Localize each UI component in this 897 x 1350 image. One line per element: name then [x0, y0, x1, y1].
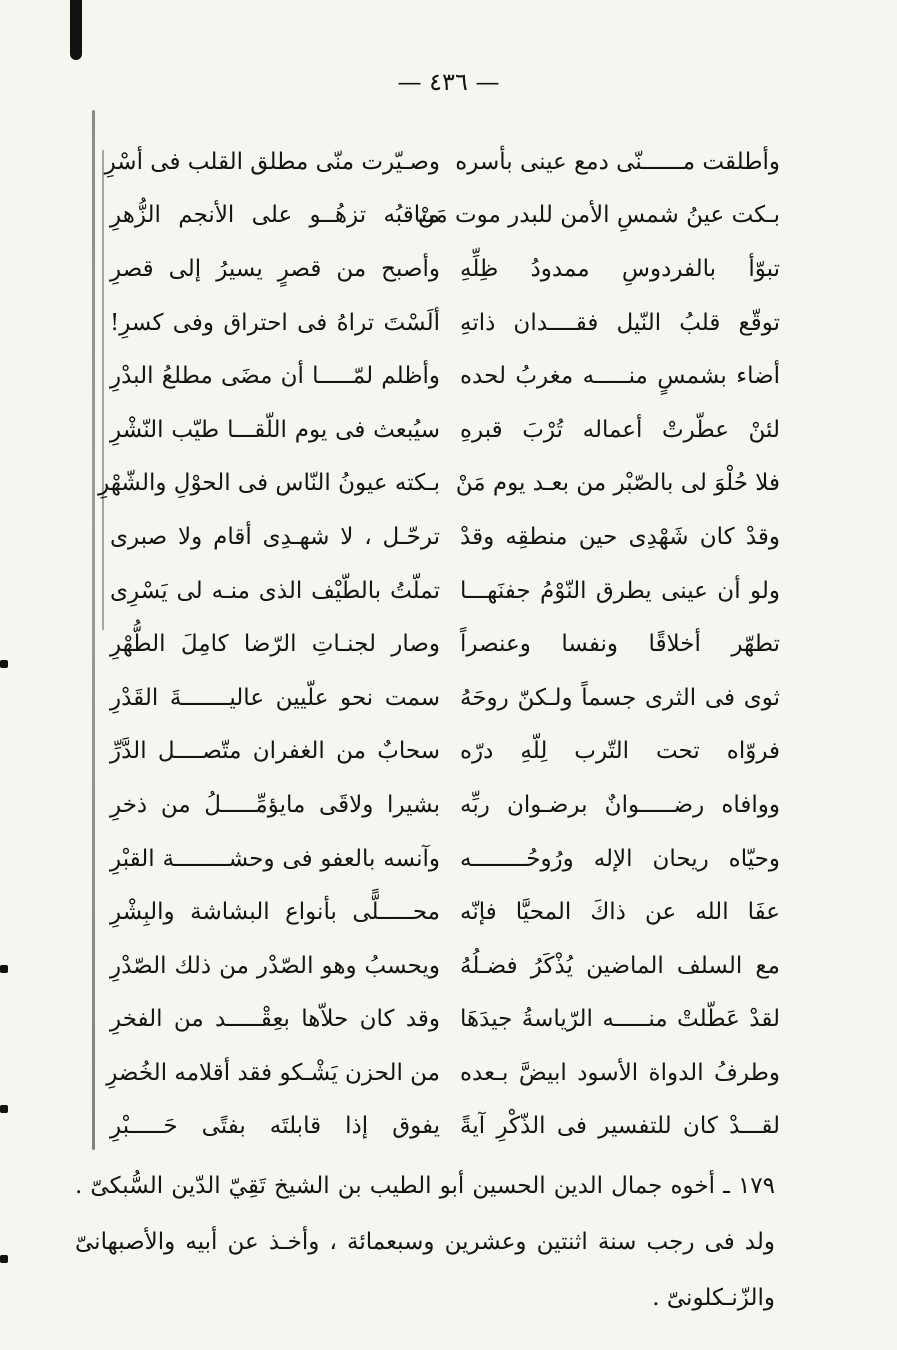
- verse-line: [110, 617, 780, 671]
- verse-line: [110, 671, 780, 725]
- hemistich-first: تطهّر أخلاقًا ونفسا وعنصراً: [460, 631, 780, 658]
- ink-mark: [70, 0, 82, 60]
- hemistich-second: تملّتُ بالطّيْف الذى منـه لى يَسْرِى: [110, 577, 440, 604]
- hemistich-first: تبوّأ بالفردوسِ ممدودُ ظِلِّهِ: [460, 255, 780, 282]
- hemistich-second: من الحزن يَشْـكو فقد أقلامه الخُضرِ: [106, 1059, 440, 1086]
- hemistich-first: فلا حُلْوَ لى بالصّبْر من بعـد يوم مَنْ: [455, 470, 780, 497]
- hemistich-second: وأصبح من قصرٍ يسيرُ إلى قصرِ: [110, 255, 440, 282]
- page-number: — ٤٣٦ —: [397, 68, 500, 96]
- hemistich-second: محـــــلًّى بأنواع البشاشة والبِشْرِ: [110, 899, 440, 926]
- hemistich-second: سيُبعث فى يوم اللّقـــا طيّب النّشْرِ: [110, 416, 440, 443]
- verse-line: [110, 725, 780, 779]
- verse-line: [110, 778, 780, 832]
- hemistich-second: وقد كان حلاّها بعِقْـــــد من الفخرِ: [110, 1006, 440, 1033]
- hemistich-first: لئنْ عطّرتْ أعماله تُرْبَ قبرهِ: [460, 416, 780, 443]
- verse-line: [106, 1046, 780, 1100]
- hemistich-first: أضاء بشمسٍ منـــــه مغربُ لحده: [460, 363, 780, 390]
- biography-entry: ١٧٩ ـ أخوه جمال الدين الحسين أبو الطيب بن الشيخ تَقِيّ الدّين السُّبكىّ . ولد فى رجب سنة اثنتين وعشرين وسبعمائة ، وأخـذ عن أبيه والأصبهانىّ والزّنـكلونىّ .: [75, 1173, 775, 1311]
- hemistich-second: وصار لجنـاتِ الرّضا كامِلَ الطُّهْرِ: [110, 631, 440, 658]
- hemistich-second: بـكته عيونُ النّاس فى الحوْلِ والشّهْرِ: [98, 470, 440, 497]
- hemistich-first: مع السلف الماضين يُذْكَرُ فضـلُهُ: [460, 952, 780, 979]
- edge-mark: [0, 1105, 8, 1113]
- binding-gutter-line: [102, 150, 104, 630]
- hemistich-second: وأظلم لمّـــــا أن مضَى مطلعُ البدْرِ: [110, 363, 440, 390]
- verse-line: [110, 242, 780, 296]
- hemistich-second: سحابٌ من الغفران متّصــــل الدَّرِّ: [110, 738, 440, 765]
- hemistich-second: ألَسْتَ تراهُ فى احتراق وفى كسرِ!: [110, 309, 440, 336]
- hemistich-first: لقدْ عَطّلتْ منـــــه الرّياسةُ جيدَهَا: [460, 1006, 780, 1033]
- verse-line: [110, 296, 780, 350]
- verse-line: [110, 1100, 780, 1154]
- edge-mark: [0, 965, 8, 973]
- hemistich-first: بـكت عينُ شمسِ الأمن للبدر موت مَنْ: [417, 202, 780, 229]
- hemistich-first: وأطلقت مــــــنّى دمع عينى بأسره: [455, 148, 780, 175]
- hemistich-first: وقدْ كان شَهْدِى حين منطقِه وقدْ: [460, 523, 780, 550]
- hemistich-first: فروّاه تحت التّرب لِلّهِ درّه: [460, 738, 780, 765]
- verse-line: [110, 510, 780, 564]
- hemistich-first: ووافاه رضـــــوانٌ برضـوان ربِّه: [460, 791, 780, 818]
- binding-gutter-line: [92, 110, 95, 1150]
- verse-line: [110, 832, 780, 886]
- verse-line: [110, 993, 780, 1047]
- verse-line: [110, 885, 780, 939]
- verse-line: [110, 403, 780, 457]
- hemistich-first: ثوى فى الثرى جسماً ولـكنّ روحَهُ: [460, 684, 780, 711]
- hemistich-first: ولو أن عينى يطرق النّوْمُ جفنَهـــا: [460, 577, 780, 604]
- verse-line: [110, 189, 780, 243]
- verse-line: [110, 349, 780, 403]
- hemistich-second: وصـيّرت منّى مطلق القلب فى أسْرِ: [104, 148, 440, 175]
- hemistich-second: مناقبُه تزهُــو على الأنجم الزُّهرِ: [110, 202, 440, 229]
- hemistich-first: وطرفُ الدواة الأسود ابيضَّ بـعده: [460, 1059, 780, 1086]
- hemistich-second: سمت نحو علّيين عاليـــــــةَ القَدْرِ: [110, 684, 440, 711]
- hemistich-second: ويحسبُ وهو الصّدْر من ذلك الصّدْرِ: [110, 952, 440, 979]
- hemistich-second: وآنسه بالعفو فى وحشــــــــة القبْرِ: [110, 845, 440, 872]
- hemistich-second: بشيرا ولاقَى مايؤمِّـــــلُ من ذخرِ: [110, 791, 440, 818]
- verse-line: [110, 939, 780, 993]
- hemistich-first: توقّع قلبُ النّيل فقــــدان ذاتهِ: [460, 309, 780, 336]
- hemistich-first: لقـــدْ كان للتفسير فى الذّكْرِ آيةً: [460, 1113, 780, 1140]
- edge-mark: [0, 1255, 8, 1263]
- hemistich-second: ترحّـل ، لا شهـدِى أقام ولا صبرى: [110, 523, 440, 550]
- hemistich-first: وحيّاه ريحان الإله ورُوحُــــــــه: [460, 845, 780, 872]
- edge-mark: [0, 660, 8, 668]
- hemistich-first: عفَا الله عن ذاكَ المحيَّا فإنّه: [460, 899, 780, 926]
- verse-line: [110, 564, 780, 618]
- hemistich-second: يفوق إذا قابلتَه بفتًى حَـــــبْرِ: [110, 1113, 440, 1140]
- poem: [98, 135, 780, 1153]
- verse-line: [98, 457, 780, 511]
- verse-line: [104, 135, 780, 189]
